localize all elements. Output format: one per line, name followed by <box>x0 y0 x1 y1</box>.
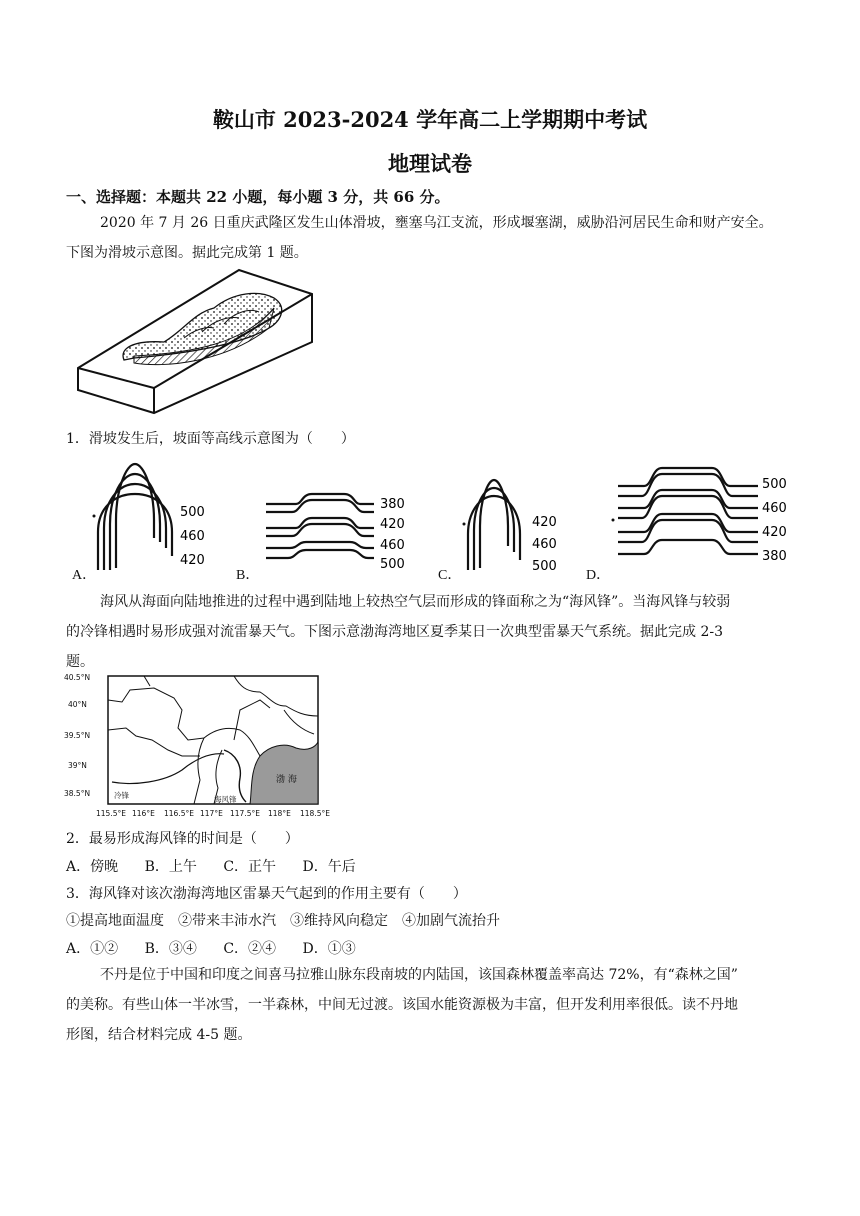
bohai-bay-map <box>64 670 334 820</box>
section-heading: 一、选择题：本题共 22 小题，每小题 3 分，共 66 分。 <box>66 188 450 206</box>
question-1-stem: 1．滑坡发生后，坡面等高线示意图为（ ） <box>66 431 355 447</box>
lon-label: 117.5°E <box>230 809 260 818</box>
question-3-options <box>66 938 378 958</box>
sea-breeze-front-label: 海风锋 <box>214 795 237 804</box>
option-b-contour-label: 380 <box>380 497 405 512</box>
option-c-label[interactable]: C． <box>438 568 462 583</box>
option-d-contour-label: 420 <box>762 525 787 540</box>
question-3-stem: 3．海风锋对该次渤海湾地区雷暴天气起到的作用主要有（ ） <box>66 886 467 902</box>
lat-label: 38.5°N <box>64 789 91 798</box>
page-subtitle: 地理试卷 <box>388 151 472 176</box>
lon-label: 115.5°E <box>96 809 126 818</box>
cold-front-label: 冷锋 <box>114 791 129 800</box>
option-a-contour-map <box>90 460 220 572</box>
option-d-contour-map <box>608 462 798 566</box>
option-d-label[interactable]: D． <box>586 568 611 583</box>
option-a-contour-label: 420 <box>180 553 205 568</box>
question-3-statements: ①提高地面温度 ②带来丰沛水汽 ③维持风向稳定 ④加剧气流抬升 <box>66 913 500 929</box>
lon-label: 116°E <box>132 809 155 818</box>
q2-option-c[interactable]: C．正午 <box>223 859 277 875</box>
option-d-contour-label: 460 <box>762 501 787 516</box>
lat-label: 39.5°N <box>64 731 91 740</box>
option-d-contour-label: 380 <box>762 549 787 564</box>
passage-3-line-2: 的美称。有些山体一半冰雪，一半森林，中间无过渡。该国水能资源极为丰富，但开发利用率很低。读不丹地 <box>66 997 738 1013</box>
q3-option-b[interactable]: B．③④ <box>144 941 197 957</box>
passage-2-line-2: 的冷锋相遇时易形成强对流雷暴天气。下图示意渤海湾地区夏季某日一次典型雷暴天气系统。据此完成 2-3 <box>66 624 723 640</box>
option-b-contour-label: 500 <box>380 557 405 572</box>
option-b-label[interactable]: B． <box>236 568 260 583</box>
passage-1 <box>66 208 796 268</box>
passage-2-line-1: 海风从海面向陆地推进的过程中遇到陆地上较热空气层而形成的锋面称之为“海风锋”。当海风锋与较弱 <box>100 594 731 610</box>
passage-3-line-3: 形图，结合材料完成 4-5 题。 <box>66 1027 252 1043</box>
q3-option-a[interactable]: A．①② <box>66 941 119 957</box>
question-2-stem: 2．最易形成海风锋的时间是（ ） <box>66 831 299 847</box>
landslide-diagram <box>74 268 324 418</box>
passage-1-line-2: 下图为滑坡示意图。据此完成第 1 题。 <box>66 245 308 261</box>
option-b-contour-label: 420 <box>380 517 405 532</box>
option-a-contour-label: 460 <box>180 529 205 544</box>
option-b-contour-label: 460 <box>380 538 405 553</box>
passage-3 <box>66 960 796 1050</box>
question-2-options <box>66 856 378 876</box>
lon-label: 118.5°E <box>300 809 330 818</box>
option-a-label[interactable]: A． <box>72 568 97 583</box>
passage-2 <box>66 587 796 677</box>
passage-3-line-1: 不丹是位于中国和印度之间喜马拉雅山脉东段南坡的内陆国，该国森林覆盖率高达 72%，有“森林之国” <box>100 967 738 983</box>
lon-label: 116.5°E <box>164 809 194 818</box>
lat-label: 39°N <box>68 761 87 770</box>
q2-option-b[interactable]: B．上午 <box>144 859 197 875</box>
option-c-contour-label: 500 <box>532 559 557 572</box>
lon-label: 118°E <box>268 809 291 818</box>
lat-label: 40°N <box>68 700 87 709</box>
passage-1-line-1: 2020 年 7 月 26 日重庆武隆区发生山体滑坡，壅塞乌江支流，形成堰塞湖，威胁沿河居民生命和财产安全。 <box>100 215 773 231</box>
lon-label: 117°E <box>200 809 223 818</box>
option-c-contour-label: 420 <box>532 515 557 530</box>
q2-option-a[interactable]: A．傍晚 <box>66 859 119 875</box>
page-title: 鞍山市 2023-2024 学年高二上学期期中考试 <box>212 107 648 132</box>
passage-2-line-3: 题。 <box>66 654 94 670</box>
option-d-contour-label: 500 <box>762 477 787 492</box>
option-c-contour-label: 460 <box>532 537 557 552</box>
option-b-contour-map <box>262 486 412 572</box>
lat-label: 40.5°N <box>64 673 91 682</box>
sea-label: 渤 海 <box>276 775 297 785</box>
option-a-contour-label: 500 <box>180 505 205 520</box>
option-c-contour-map <box>458 476 568 572</box>
q2-option-d[interactable]: D．午后 <box>302 859 356 875</box>
q3-option-c[interactable]: C．②④ <box>223 941 277 957</box>
q3-option-d[interactable]: D．①③ <box>302 941 356 957</box>
